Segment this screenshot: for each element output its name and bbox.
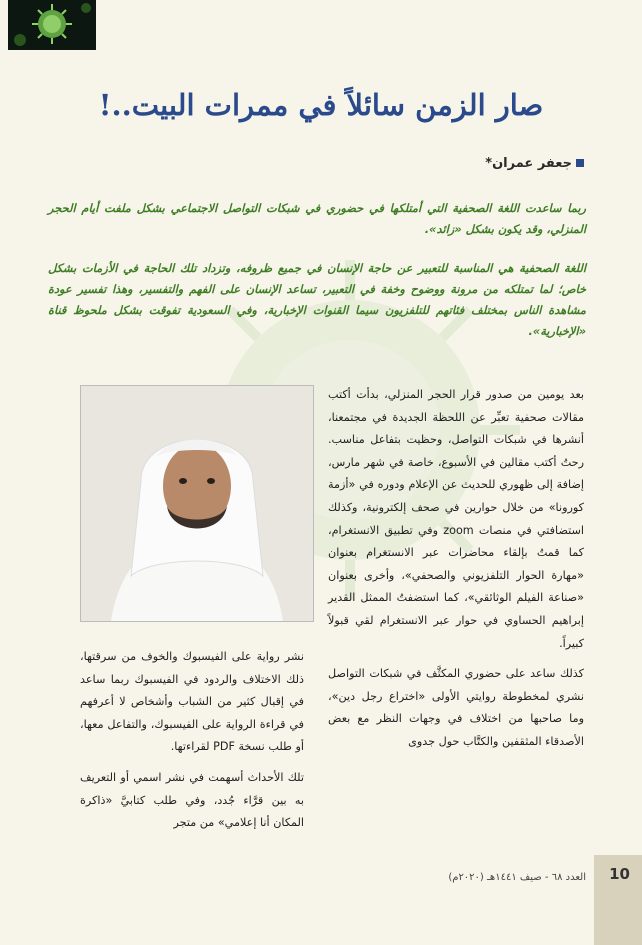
article-title: صار الزمن سائلاً في ممرات البيت..! xyxy=(98,88,544,122)
body-paragraph: نشر رواية على الفيسبوك والخوف من سرقتها، ذلك الاختلاف والردود في الفيسبوك ربما ساعد في إقبال كثير من الشباب وأشخاص لا أعرفهم في قراءة الرواية على الفيسبوك، والتفاعل معها، أو طلب نسخة PDF لقراءتها. xyxy=(80,650,304,754)
virus-banner-image xyxy=(8,0,96,50)
intro-paragraph: ربما ساعدت اللغة الصحفية التي أمتلكها في حضوري في شبكات التواصل الاجتماعي بشكل ملفت أيام الحجر المنزلي، وقد يكون بشكل «زائد». xyxy=(48,201,586,236)
body-column-left xyxy=(80,646,304,843)
issue-info: العدد ٦٨ - صيف ١٤٤١هـ (٢٠٢٠م) xyxy=(448,872,586,883)
intro-paragraph: اللغة الصحفية هي المناسبة للتعبير عن حاجة الإنسان في جميع ظروفه، وتزداد تلك الحاجة في الأزمات بشكل خاص؛ لما تمتلكه من مرونة ووضوح وخفة في التعبير، تساعد الإنسان على الفهم والتفسير، وهذا تفسير عودة مشاهدة الناس بمختلف فئاتهم للتلفزيون سيما القنوات الإخبارية، وفي السعودية تفوقت بشكل ملحوظ قناة «الإخبارية». xyxy=(48,261,586,338)
author-byline xyxy=(485,156,584,171)
body-paragraph: تلك الأحداث أسهمت في نشر اسمي أو التعريف به بين قرَّاء جُدد، وفي طلب كتابيَّ «ذاكرة المكان أنا إعلامي» من متجر xyxy=(80,770,304,830)
square-bullet-icon xyxy=(576,159,584,167)
body-column-right xyxy=(328,384,584,762)
page-number: 10 xyxy=(609,865,630,883)
author-name: جعفر عمران* xyxy=(485,156,572,171)
author-photo xyxy=(80,385,314,622)
body-paragraph: بعد يومين من صدور قرار الحجر المنزلي، بدأت أكتب مقالات صحفية تعبِّر عن اللحظة الجديدة في مجتمعنا، أنشرها في شبكات التواصل، وحظيت بتفاعل مناسب. رحتُ أكتب مقالين في الأسبوع، خاصة في شهر مارس، إضافة إلى ظهوري للحديث عن الإعلام ودوره في «أزمة كورونا» من خلال حوارين في صحف إلكترونية، وكذلك استضافتي في منصات zoom وفي تطبيق الانستغرام، كما قمتُ بإلقاء محاضرات عبر الانستغرام بعنوان «مهارة الحوار التلفزيوني والصحفي»، وأخرى بعنوان «صناعة الفيلم الوثائقي»، كما استضفتُ الممثل القدير إبراهيم الحساوي في حوار عبر الانستغرام لقي قبولاً كبيراً. xyxy=(328,388,585,650)
body-paragraph: كذلك ساعد على حضوري المكثَّف في شبكات التواصل نشري لمخطوطة روايتي الأولى «اختراع رجل دين»، وما صاحبها من اختلاف في وجهات النظر مع بعض الأصدقاء المثقفين والكتَّاب حول جدوى xyxy=(328,667,584,748)
